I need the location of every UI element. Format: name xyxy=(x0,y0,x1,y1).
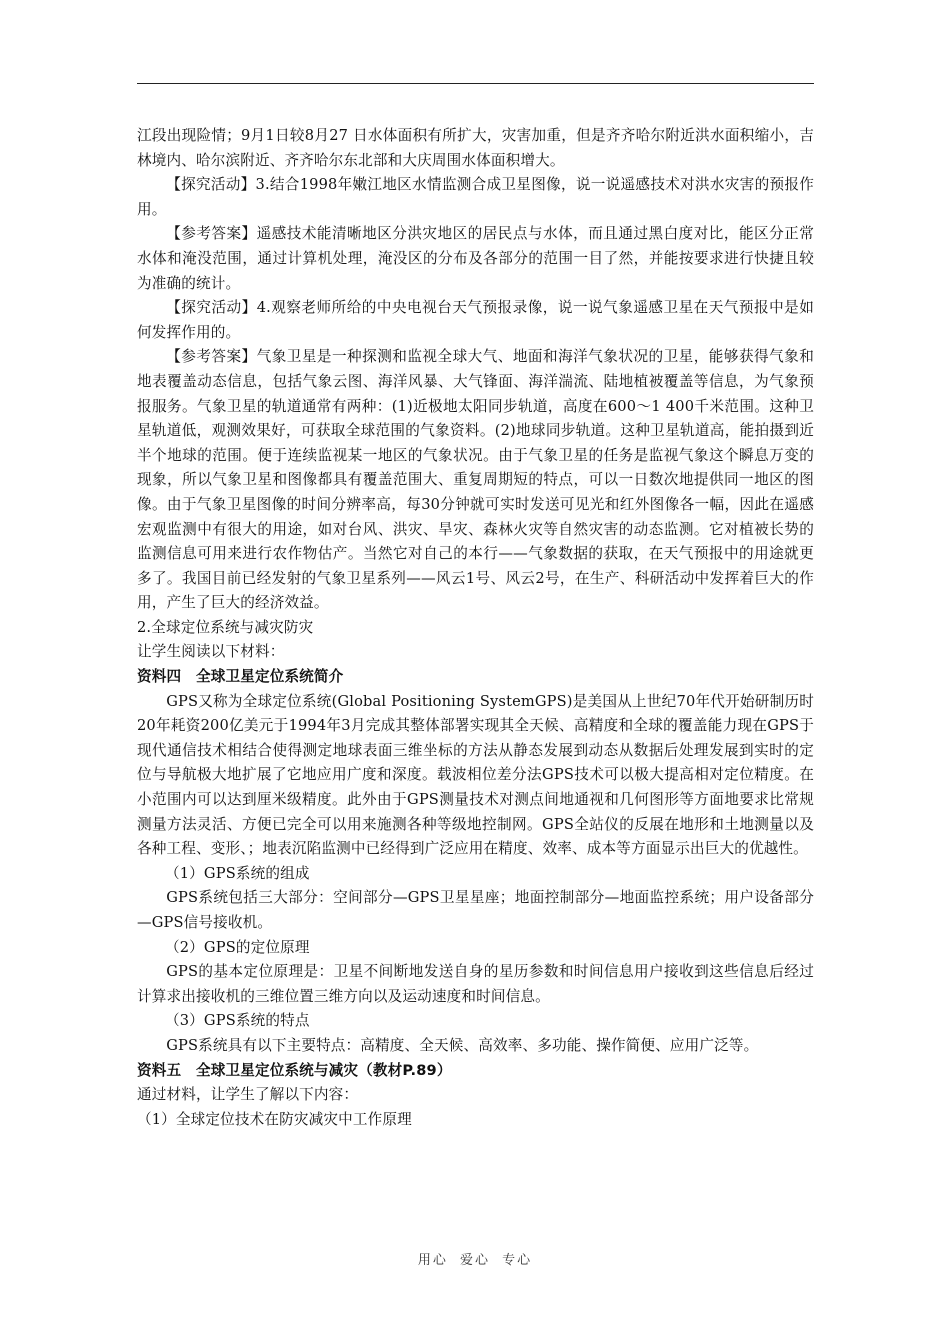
paragraph-answer-4: 【参考答案】气象卫星是一种探测和监视全球大气、地面和海洋气象状况的卫星，能够获得气象和地表覆盖动态信息，包括气象云图、海洋风暴、大气锋面、海洋湍流、陆地植被覆盖等信息，为气象预报服务。气象卫星的轨道通常有两种：(1)近极地太阳同步轨道，高度在600～1 400千米范围。这种卫星轨道低，观测效果好，可获取全球范围的气象资料。(2)地球同步轨道。这种卫星轨道高，能拍摄到近半个地球的范围。便于连续监视某一地区的气象状况。由于气象卫星的任务是监视气象这个瞬息万变的现象，所以气象卫星和图像都具有覆盖范围大、重复周期短的特点，可以一日数次地提供同一地区的图像。由于气象卫星图像的时间分辨率高，每30分钟就可实时发送可见光和红外图像各一幅，因此在遥感宏观监测中有很大的用途，如对台风、洪灾、旱灾、森林火灾等自然灾害的动态监测。它对植被长势的监测信息可用来进行农作物估产。当然它对自己的本行——气象数据的获取，在天气预报中的用途就更多了。我国目前已经发射的气象卫星系列——风云1号、风云2号，在生产、科研活动中发挥着巨大的作用，产生了巨大的经济效益。 xyxy=(137,348,814,612)
instruction-read-material: 让学生阅读以下材料： xyxy=(137,643,285,661)
paragraph-gps-intro: GPS又称为全球定位系统(Global Positioning SystemGPS)是美国从上世纪70年代开始研制历时20年耗资200亿美元于1994年3月完成其整体部署实现其全天候、高精度和全球的覆盖能力现在GPS于现代通信技术相结合使得测定地球表面三维坐标的方法从静态发展到动态从数据后处理发展到实时的定位与导航极大地扩展了它地应用广度和深度。载波相位差分法GPS技术可以极大提高相对定位精度。在小范围内可以达到厘米级精度。此外由于GPS测量技术对测点间地通视和几何图形等方面地要求比常规测量方法灵活、方便已完全可以用来施测各种等级地控制网。GPS全站仪的反展在地形和土地测量以及各种工程、变形、；地表沉陷监测中已经得到广泛应用在精度、效率、成本等方面显示出巨大的优越性。 xyxy=(137,692,814,858)
material-5-title: 资料五 全球卫星定位系统与减灾（教材P.89） xyxy=(137,1061,452,1079)
item-gps-working-principle: （1）全球定位技术在防灾减灾中工作原理 xyxy=(137,1110,412,1128)
subheading-gps-principle: （2）GPS的定位原理 xyxy=(165,938,310,956)
paragraph-gps-features: GPS系统具有以下主要特点：高精度、全天候、高效率、多功能、操作简便、应用广泛等。 xyxy=(166,1036,759,1054)
header-rule xyxy=(137,83,814,84)
paragraph-gps-principle: GPS的基本定位原理是：卫星不间断地发送自身的星历参数和时间信息用户接收到这些信息后经过计算求出接收机的三维位置三维方向以及运动速度和时间信息。 xyxy=(137,963,814,1005)
material-4-title: 资料四 全球卫星定位系统简介 xyxy=(137,668,344,686)
section-heading-gps-disaster: 2.全球定位系统与减灾防灾 xyxy=(137,618,314,636)
paragraph-activity-4: 【探究活动】4.观察老师所给的中央电视台天气预报录像，说一说气象遥感卫星在天气预报中是如何发挥作用的。 xyxy=(137,299,814,341)
paragraph-answer-3: 【参考答案】遥感技术能清晰地区分洪灾地区的居民点与水体，而且通过黑白度对比，能区分正常水体和淹没范围，通过计算机处理，淹没区的分布及各部分的范围一目了然，并能按要求进行快捷且较为准确的统计。 xyxy=(137,225,814,292)
paragraph-activity-3: 【探究活动】3.结合1998年嫩江地区水情监测合成卫星图像，说一说遥感技术对洪水灾害的预报作用。 xyxy=(137,176,814,218)
paragraph-flood-situation: 江段出现险情；9月1日较8月27 日水体面积有所扩大，灾害加重，但是齐齐哈尔附近洪水面积缩小，吉林境内、哈尔滨附近、齐齐哈尔东北部和大庆周围水体面积增大。 xyxy=(137,127,814,169)
paragraph-gps-composition: GPS系统包括三大部分：空间部分—GPS卫星星座；地面控制部分—地面监控系统；用户设备部分—GPS信号接收机。 xyxy=(137,889,814,931)
subheading-gps-composition: （1）GPS系统的组成 xyxy=(165,864,310,882)
subheading-gps-features: （3）GPS系统的特点 xyxy=(165,1012,310,1030)
page-footer: 用心 爱心 专心 xyxy=(417,1253,533,1268)
instruction-learn-content: 通过材料，让学生了解以下内容： xyxy=(137,1086,359,1104)
document-body xyxy=(137,124,814,1132)
